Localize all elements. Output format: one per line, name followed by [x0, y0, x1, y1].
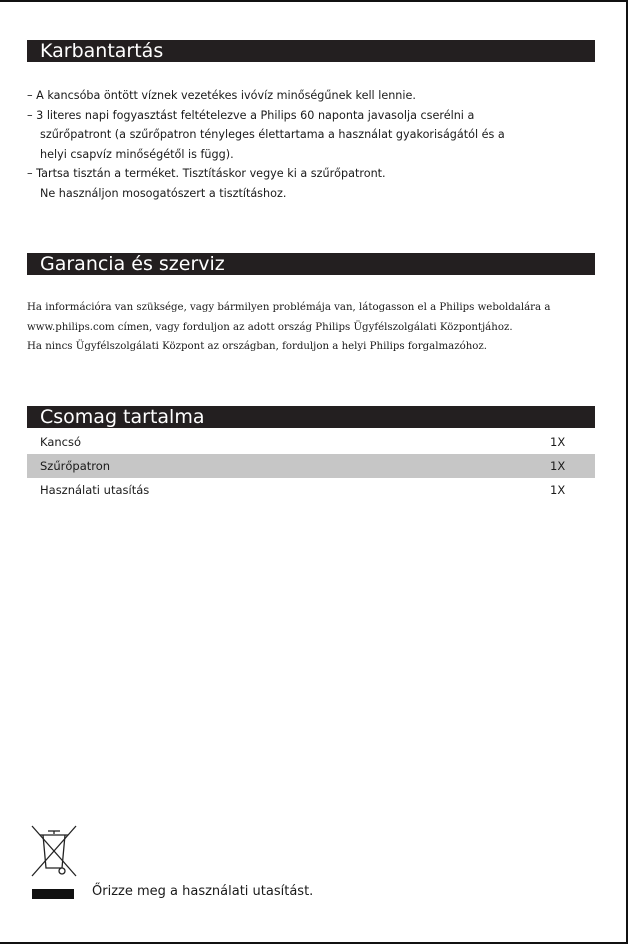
warranty-line: www.philips.com címen, vagy forduljon az adott ország Philips Ügyfélszolgálati Központjához. — [27, 321, 513, 333]
item-name: Szűrőpatron — [40, 459, 111, 473]
symbol-bar — [32, 889, 74, 899]
contents-heading: Csomag tartalma — [27, 406, 595, 428]
maintenance-line: – Tartsa tisztán a terméket. Tisztításkor vegye ki a szűrőpatront. — [27, 167, 386, 180]
contents-row — [27, 430, 595, 454]
item-quantity: 1X — [550, 483, 566, 497]
item-name: Kancsó — [40, 435, 82, 449]
maintenance-line: – A kancsóba öntött víznek vezetékes ivóvíz minőségűnek kell lennie. — [27, 89, 416, 102]
warranty-line: Ha információra van szüksége, vagy bármilyen problémája van, látogasson el a Philips weboldalára a — [27, 302, 551, 313]
maintenance-line: helyi csapvíz minőségétől is függ). — [40, 147, 234, 161]
crossed-out-wheelie-bin-icon — [27, 824, 81, 882]
warranty-heading: Garancia és szerviz — [27, 253, 595, 275]
keep-instructions-note: Őrizze meg a használati utasítást. — [92, 884, 314, 899]
maintenance-line: szűrőpatront (a szűrőpatron tényleges élettartama a használat gyakoriságától és a — [40, 128, 505, 141]
warranty-text — [27, 298, 597, 357]
item-name: Használati utasítás — [40, 483, 150, 497]
maintenance-line: Ne használjon mosogatószert a tisztításhoz. — [40, 186, 287, 200]
contents-row — [27, 454, 595, 478]
warranty-line: Ha nincs Ügyfélszolgálati Központ az országban, forduljon a helyi Philips forgalmazóhoz. — [27, 341, 488, 352]
item-quantity: 1X — [550, 435, 566, 449]
maintenance-heading: Karbantartás — [27, 40, 595, 62]
item-quantity: 1X — [550, 459, 566, 473]
maintenance-line: – 3 literes napi fogyasztást feltételezve a Philips 60 naponta javasolja cserélni a — [27, 108, 475, 122]
maintenance-text — [27, 86, 597, 203]
contents-row — [27, 478, 595, 502]
